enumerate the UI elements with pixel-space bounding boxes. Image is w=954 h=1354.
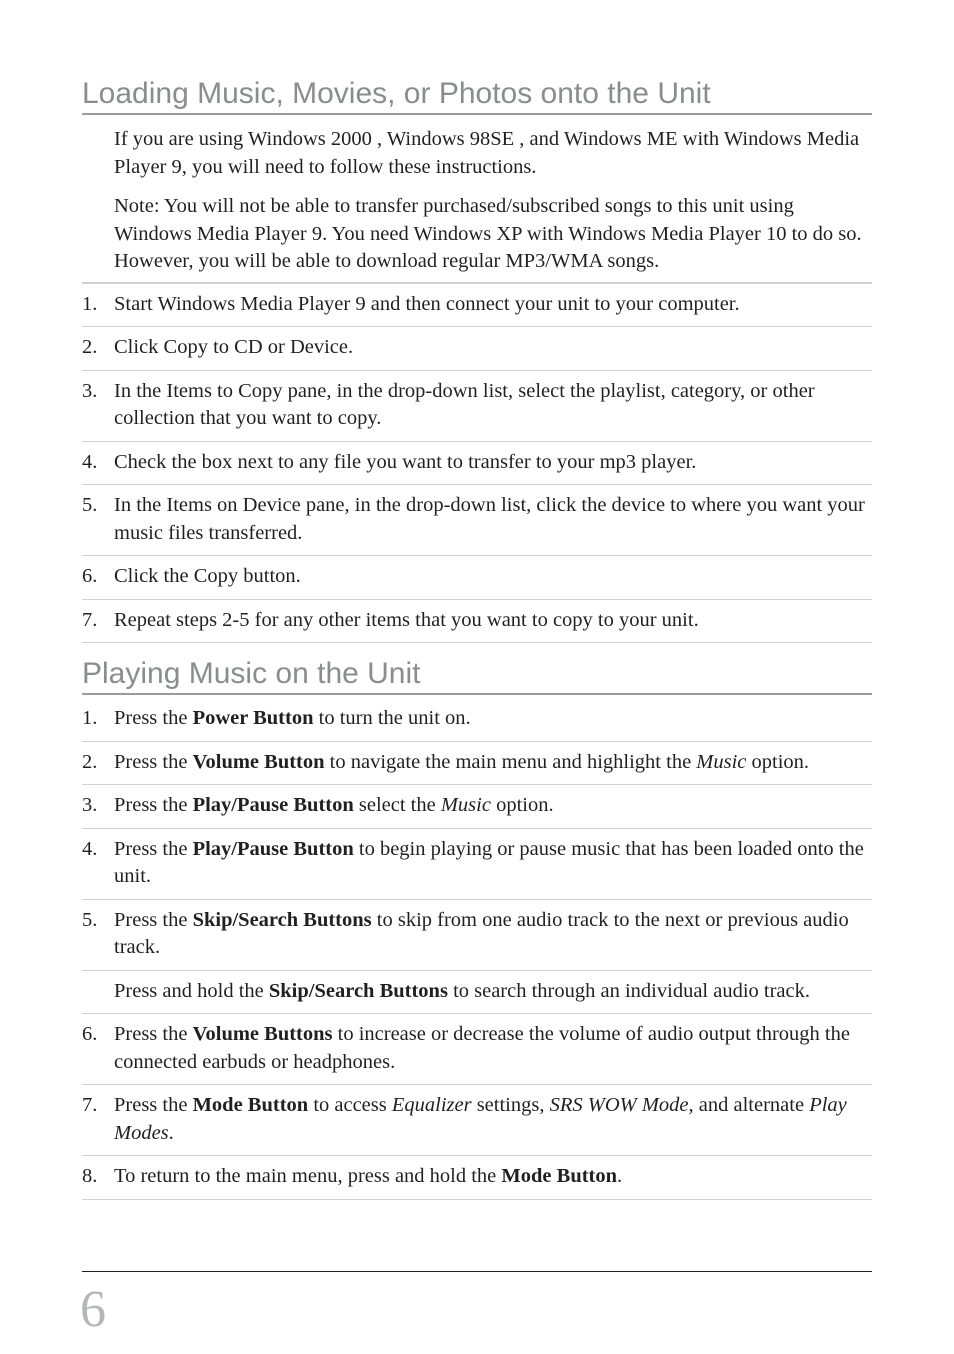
playing-steps-list [82,695,872,1200]
section-title-loading: Loading Music, Movies, or Photos onto the Unit [82,77,872,115]
intro-text [82,115,872,282]
footer-divider [82,1271,872,1272]
list-item: 3. Press the Play/Pause Button select the Music option. [82,784,872,828]
section-loading-media [82,77,872,643]
page-number: 6 [80,1281,106,1338]
list-item: 7. Press the Mode Button to access Equalizer settings, SRS WOW Mode, and alternate Play Modes. [82,1084,872,1155]
list-item: 3. In the Items to Copy pane, in the drop-down list, select the playlist, category, or other collection that you want to copy. [82,370,872,441]
intro-paragraph-1: If you are using Windows 2000 , Windows 98SE , and Windows ME with Windows Media Player 9, you will need to follow these instructions. [114,128,860,178]
section-title-playing: Playing Music on the Unit [82,657,872,695]
list-item: 6. Press the Volume Buttons to increase or decrease the volume of audio output through the connected earbuds or headphones. [82,1013,872,1084]
list-item: 2. Click Copy to CD or Device. [82,326,872,370]
list-item: 5. In the Items on Device pane, in the drop-down list, click the device to where you want your music files transferred. [82,484,872,555]
loading-steps-list [82,282,872,644]
intro-paragraph-note: Note: You will not be able to transfer purchased/subscribed songs to this unit using Windows Media Player 9. You need Windows XP with Windows Media Player 10 to do so. However, you will be able to download regular MP3/WMA songs. [114,195,862,272]
list-item: 4. Check the box next to any file you want to transfer to your mp3 player. [82,441,872,485]
section-playing-music [82,657,872,1200]
list-item: 4. Press the Play/Pause Button to begin playing or pause music that has been loaded onto the unit. [82,828,872,899]
list-item: 1. Start Windows Media Player 9 and then connect your unit to your computer. [82,283,872,327]
list-item: 8. To return to the main menu, press and hold the Mode Button. [82,1155,872,1200]
list-item: Press and hold the Skip/Search Buttons to search through an individual audio track. [82,970,872,1014]
list-item: 2. Press the Volume Button to navigate the main menu and highlight the Music option. [82,741,872,785]
list-item: 6. Click the Copy button. [82,555,872,599]
list-item: 5. Press the Skip/Search Buttons to skip from one audio track to the next or previous audio track. [82,899,872,970]
list-item: 7. Repeat steps 2-5 for any other items that you want to copy to your unit. [82,599,872,644]
list-item: 1. Press the Power Button to turn the unit on. [82,707,471,729]
